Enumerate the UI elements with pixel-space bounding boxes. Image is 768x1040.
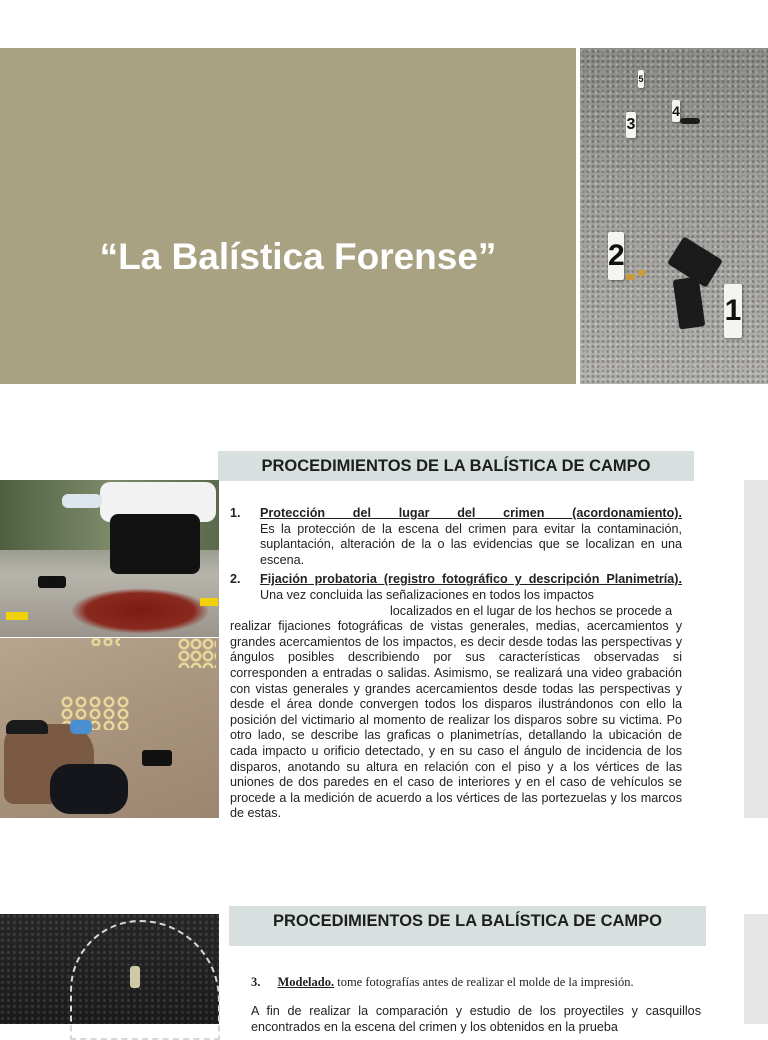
item-number: 1.: [230, 506, 241, 520]
item-body-continued: realizar fijaciones fotográficas de vistas generales, medias, acercamientos y grandes acercamientos de los impactos, es decir desde todas las perspectivas y ángulos posibles describiendo por sus características observadas si corresponden a entradas o salidas. Asimismo, se realizará una video grabación con vistas generales y grandes acercamientos desde todas las perspectivas y desde el área donde convergen todos los disparos ilustrándonos con ello la posición del victimario al momento de realizar los disparos sobre su victima. Po otro lado, se describe las graficas o planimetrías, detallando la ubicación de cada impacto u orificio detectado, y en su caso el ángulo de incidencia de los disparos, anotando su altura en relación con el piso y a los vértices de las uniones de dos paredes en el caso de interiores y en el caso de vehículos se procede a la medición de acuerdo a los vértices de las portezuelas y los marcos de estas.: [230, 619, 682, 821]
evidence-marker-yellow: [200, 598, 218, 606]
impact-marks-cluster: [90, 638, 120, 646]
evidence-stake: [130, 966, 140, 988]
shell-casing: [638, 270, 646, 276]
gloved-hand: [70, 720, 92, 734]
section-header: PROCEDIMIENTOS DE LA BALÍSTICA DE CAMPO: [229, 906, 706, 946]
investigator-cap: [6, 720, 48, 734]
handgun-on-floor: [38, 576, 66, 588]
item-title: Fijación probatoria (registro fotográfico y descripción Planimetría).: [260, 572, 682, 587]
evidence-marker: 4: [672, 100, 680, 122]
investigator-trousers: [110, 514, 200, 574]
evidence-marker: 5: [638, 70, 644, 88]
crime-scene-investigator-photo: [0, 480, 219, 637]
body-outline-photo: [0, 914, 219, 1024]
shell-casing: [626, 274, 635, 280]
item-body: Es la protección de la escena del crimen para evitar la contaminación, suplantación, alteración de la o las evidencias que se localizan en una escena.: [260, 521, 682, 567]
item-body-line: localizados en el lugar de los hechos se procede a: [390, 603, 673, 618]
item-number: 3.: [251, 975, 261, 989]
crime-scene-evidence-photo: [580, 48, 768, 384]
title-panel: [0, 48, 576, 384]
evidence-marker: 3: [626, 112, 636, 138]
list-item: [230, 506, 682, 568]
bullet-object: [680, 118, 700, 124]
list-item: [230, 572, 682, 619]
item-title: Modelado.: [277, 975, 335, 989]
next-slide-edge: [744, 480, 768, 818]
blood-stain: [70, 588, 210, 634]
evidence-marker: 1: [724, 284, 742, 338]
procedure-list: [230, 506, 682, 822]
evidence-marker: 2: [608, 232, 624, 280]
handgun-on-floor: [142, 750, 172, 766]
item-body-line: Una vez concluida las señalizaciones en todos los impactos: [260, 587, 594, 602]
chalk-outline: [70, 920, 220, 1040]
list-item: [251, 975, 634, 990]
section-header: PROCEDIMIENTOS DE LA BALÍSTICA DE CAMPO: [218, 451, 694, 481]
investigator-trousers: [50, 764, 128, 814]
item-number: 2.: [230, 572, 241, 587]
item-title: Protección del lugar del crimen (acordonamiento).: [260, 506, 682, 520]
next-slide-edge: [744, 914, 768, 1024]
slide-title: “La Balística Forense”: [99, 236, 497, 277]
evidence-marker-yellow: [6, 612, 28, 620]
impact-marks-cluster: [178, 638, 216, 668]
bullet-impact-investigator-photo: [0, 638, 219, 818]
gloved-hand: [62, 494, 102, 508]
paragraph: A fin de realizar la comparación y estudio de los proyectiles y casquillos encontrados en la escena del crimen y los obtenidos en la prueba: [251, 1004, 701, 1034]
item-text: tome fotografías antes de realizar el molde de la impresión.: [334, 975, 634, 989]
